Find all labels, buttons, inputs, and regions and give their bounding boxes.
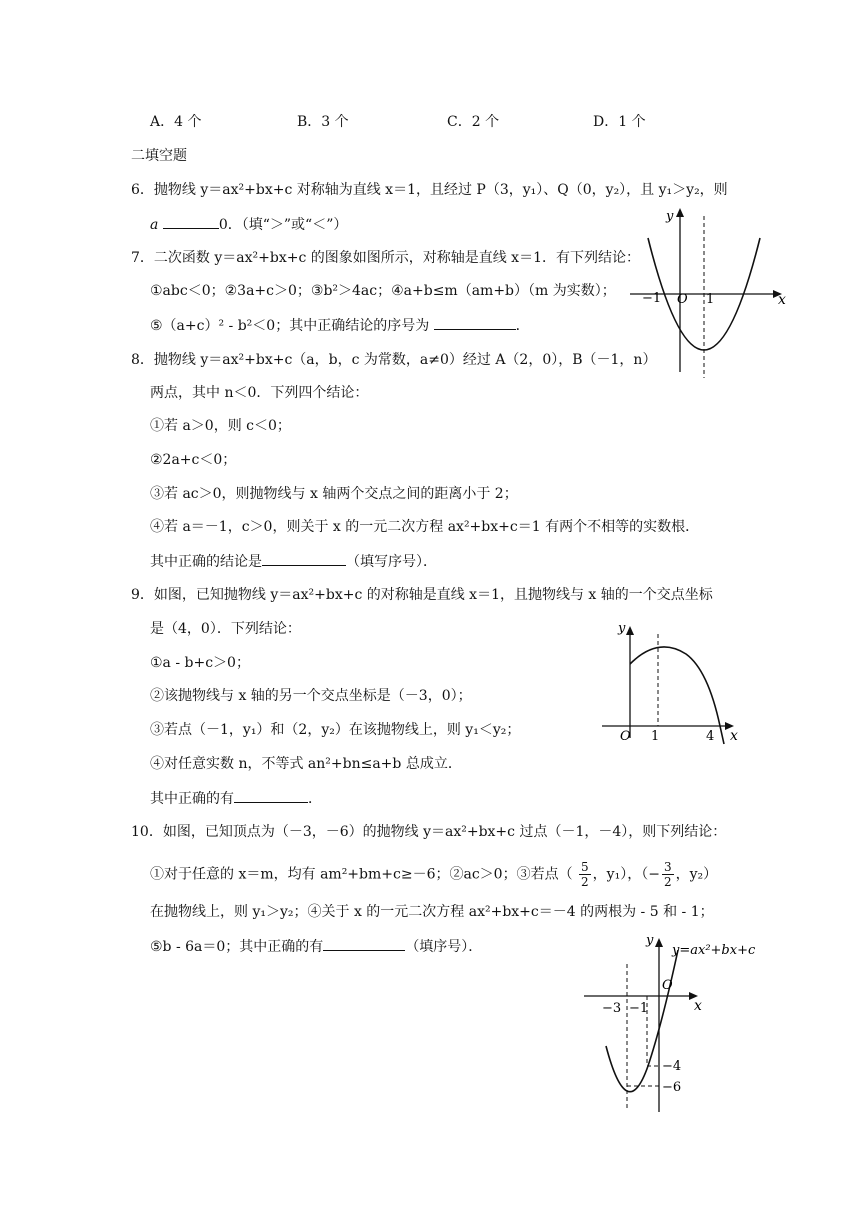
q10-fraction-3-2 — [662, 860, 674, 889]
q10-tick-neg4: −4 — [662, 1059, 682, 1074]
q7-line1: 7．二次函数 y＝ax²+bx+c 的图象如图所示，对称轴是直线 x＝1．有下列结论： — [131, 250, 640, 266]
q9-line1: 9．如图，已知抛物线 y＝ax²+bx+c 的对称轴是直线 x＝1，且抛物线与 x 轴的一个交点坐标 — [131, 587, 713, 603]
q10-tick-neg6: −6 — [662, 1080, 682, 1095]
q9-blank[interactable] — [234, 788, 308, 803]
q8-line2: 两点，其中 n＜0．下列四个结论： — [150, 385, 369, 401]
q9-tick-4: 4 — [706, 729, 715, 744]
q6-blank[interactable] — [163, 214, 219, 229]
q7-tick-1: 1 — [706, 292, 715, 307]
q7-y-label: y — [666, 209, 674, 224]
q10-minus-sign: − — [648, 866, 660, 883]
q10-line2-tail: ，y₂） — [675, 866, 718, 883]
q9-tick-1: 1 — [651, 729, 660, 744]
q9-y-arrow — [626, 626, 634, 635]
q10-origin: O — [662, 978, 673, 993]
q6-line2 — [150, 214, 347, 235]
q9-line2: 是（4，0）．下列结论： — [150, 621, 301, 637]
q10-line3: 在抛物线上，则 y₁＞y₂；④关于 x 的一元二次方程 ax²+bx+c＝－4 的两根为 - 5 和 - 1； — [150, 904, 714, 920]
q8-c4: ④若 a＝－1，c＞0，则关于 x 的一元二次方程 ax²+bx+c＝1 有两个不相等的实数根． — [150, 519, 700, 535]
q9-origin: O — [620, 729, 631, 744]
q8-c3: ③若 ac＞0，则抛物线与 x 轴两个交点之间的距离小于 2； — [150, 486, 518, 502]
q7-line3-tail: ． — [515, 318, 530, 334]
q7-line3-text: ⑤（a+c）² - b²＜0；其中正确结论的序号为 — [150, 318, 430, 334]
q8-tail-end: （填写序号）． — [346, 554, 437, 570]
q6-line2-tail: 0．（填“＞”或“＜”） — [218, 217, 348, 233]
q6-line1: 6．抛物线 y＝ax²+bx+c 对称轴为直线 x＝1，且经过 P（3，y₁）、Q（0，y₂），且 y₁＞y₂，则 — [131, 182, 728, 198]
q7-x-label: x — [778, 292, 786, 308]
q8-blank[interactable] — [262, 551, 346, 566]
option-b: B．3 个 — [297, 114, 349, 130]
fraction-numerator: 3 — [663, 860, 672, 874]
q10-line2-text: ①对于任意的 x＝m，均有 am²+bm+c≥－6；②ac＞0；③若点（ — [150, 866, 573, 883]
q9-tail-end: ． — [308, 791, 322, 807]
q7-blank[interactable] — [434, 315, 516, 330]
q8-c1: ①若 a＞0，则 c＜0； — [150, 418, 291, 434]
q6-var-a: a — [150, 217, 159, 233]
q8-tail-text: 其中正确的结论是 — [150, 554, 262, 570]
q9-c3: ③若点（－1，y₁）和（2，y₂）在该抛物线上，则 y₁＜y₂； — [150, 722, 521, 738]
q9-x-label: x — [730, 728, 738, 744]
q7-origin: O — [677, 292, 688, 307]
fraction-numerator: 5 — [581, 860, 589, 874]
q7-tick-neg1: −1 — [642, 291, 662, 306]
q10-tick-neg1: −1 — [629, 1001, 649, 1016]
q10-blank[interactable] — [323, 936, 405, 951]
q10-line1: 10．如图，已知顶点为（－3，－6）的抛物线 y＝ax²+bx+c 过点（－1，－4），则下列结论： — [131, 824, 727, 840]
section-title: 二填空题 — [131, 148, 187, 164]
fraction-denominator: 2 — [663, 875, 672, 889]
q9-y-label: y — [618, 621, 626, 636]
q10-graph — [580, 928, 780, 1114]
q9-c1: ①a - b+c＞0； — [150, 655, 250, 671]
option-a: A．4 个 — [150, 114, 202, 130]
option-d: D．1 个 — [593, 114, 646, 130]
q10-equation-label: y=ax²+bx+c — [672, 943, 756, 958]
fraction-denominator: 2 — [581, 875, 589, 889]
q9-tail — [150, 788, 322, 809]
q10-x-label: x — [694, 998, 702, 1014]
q9-c2: ②该抛物线与 x 轴的另一个交点坐标是（－3，0）； — [150, 688, 472, 704]
q8-tail — [150, 551, 437, 572]
q10-line4 — [150, 936, 482, 957]
q10-y-label: y — [646, 933, 654, 948]
q7-y-arrow — [676, 208, 684, 217]
q8-line1: 8．抛物线 y＝ax²+bx+c（a，b，c 为常数，a≠0）经过 A（2，0），B（－1，n） — [131, 352, 657, 368]
q10-tick-neg3: −3 — [602, 1001, 622, 1016]
q9-tail-text: 其中正确的有 — [150, 791, 234, 807]
q8-c2: ②2a+c＜0； — [150, 452, 237, 468]
q9-graph — [596, 618, 746, 766]
q7-line3 — [150, 315, 530, 336]
q10-line2 — [150, 860, 717, 889]
q10-line4-tail: （填序号）． — [405, 939, 483, 955]
q9-c4: ④对任意实数 n，不等式 an²+bn≤a+b 总成立． — [150, 756, 462, 772]
q10-line4-text: ⑤b - 6a＝0；其中正确的有 — [150, 939, 324, 955]
q10-y-arrow — [655, 938, 663, 947]
q7-line2: ①abc＜0；②3a+c＞0；③b²＞4ac；④a+b≤m（am+b）（m 为实数）； — [150, 283, 616, 299]
q10-line2-mid: ，y₁），（ — [592, 866, 649, 883]
q10-fraction-5-2 — [579, 860, 591, 889]
option-c: C．2 个 — [447, 114, 500, 130]
